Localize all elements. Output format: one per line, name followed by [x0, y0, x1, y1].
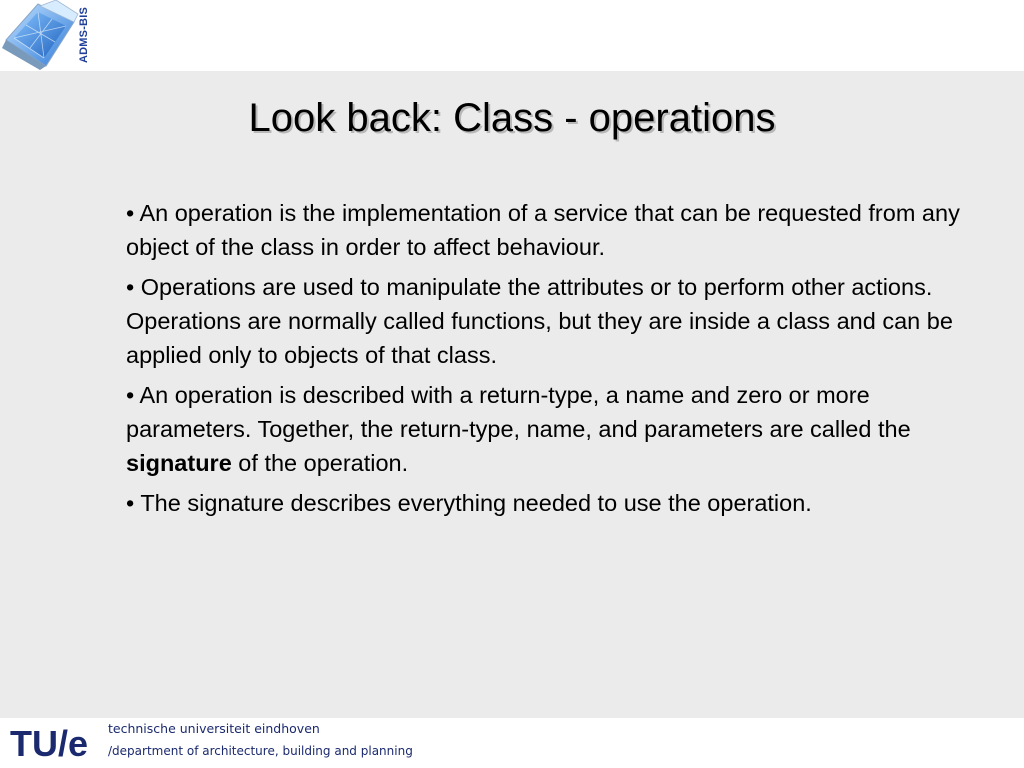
university-name: technische universiteit eindhoven	[108, 721, 320, 736]
department-name: /department of architecture, building and planning	[108, 744, 413, 758]
bullet-text: • Operations are used to manipulate the attributes or to perform other actions. Operations are normally called functions, but they are inside a class and can be applied only to objects of that class.	[126, 274, 953, 368]
slide-title: Look back: Class - operations	[248, 96, 776, 140]
footer	[0, 718, 1024, 768]
bullet-text: • An operation is the implementation of a service that can be requested from any object of the class in order to affect behaviour.	[126, 200, 960, 260]
bullet-item	[126, 378, 996, 480]
adms-bis-label: ADMS-BIS	[78, 7, 90, 63]
bullet-list	[126, 196, 996, 526]
bullet-text: • An operation is described with a return-type, a name and zero or more parameters. Together, the return-type, name, and parameters are called the	[126, 382, 911, 442]
adms-bis-logo	[0, 0, 100, 71]
cube-logo-icon	[0, 0, 80, 71]
tue-logo: TU/e	[10, 723, 89, 764]
bullet-text: • The signature describes everything needed to use the operation.	[126, 490, 812, 516]
bullet-item	[126, 270, 996, 372]
bullet-item	[126, 486, 996, 520]
header-bar	[0, 0, 1024, 71]
bullet-text-suffix: of the operation.	[231, 450, 409, 476]
bullet-item	[126, 196, 996, 264]
bullet-bold-term: signature	[126, 450, 232, 476]
